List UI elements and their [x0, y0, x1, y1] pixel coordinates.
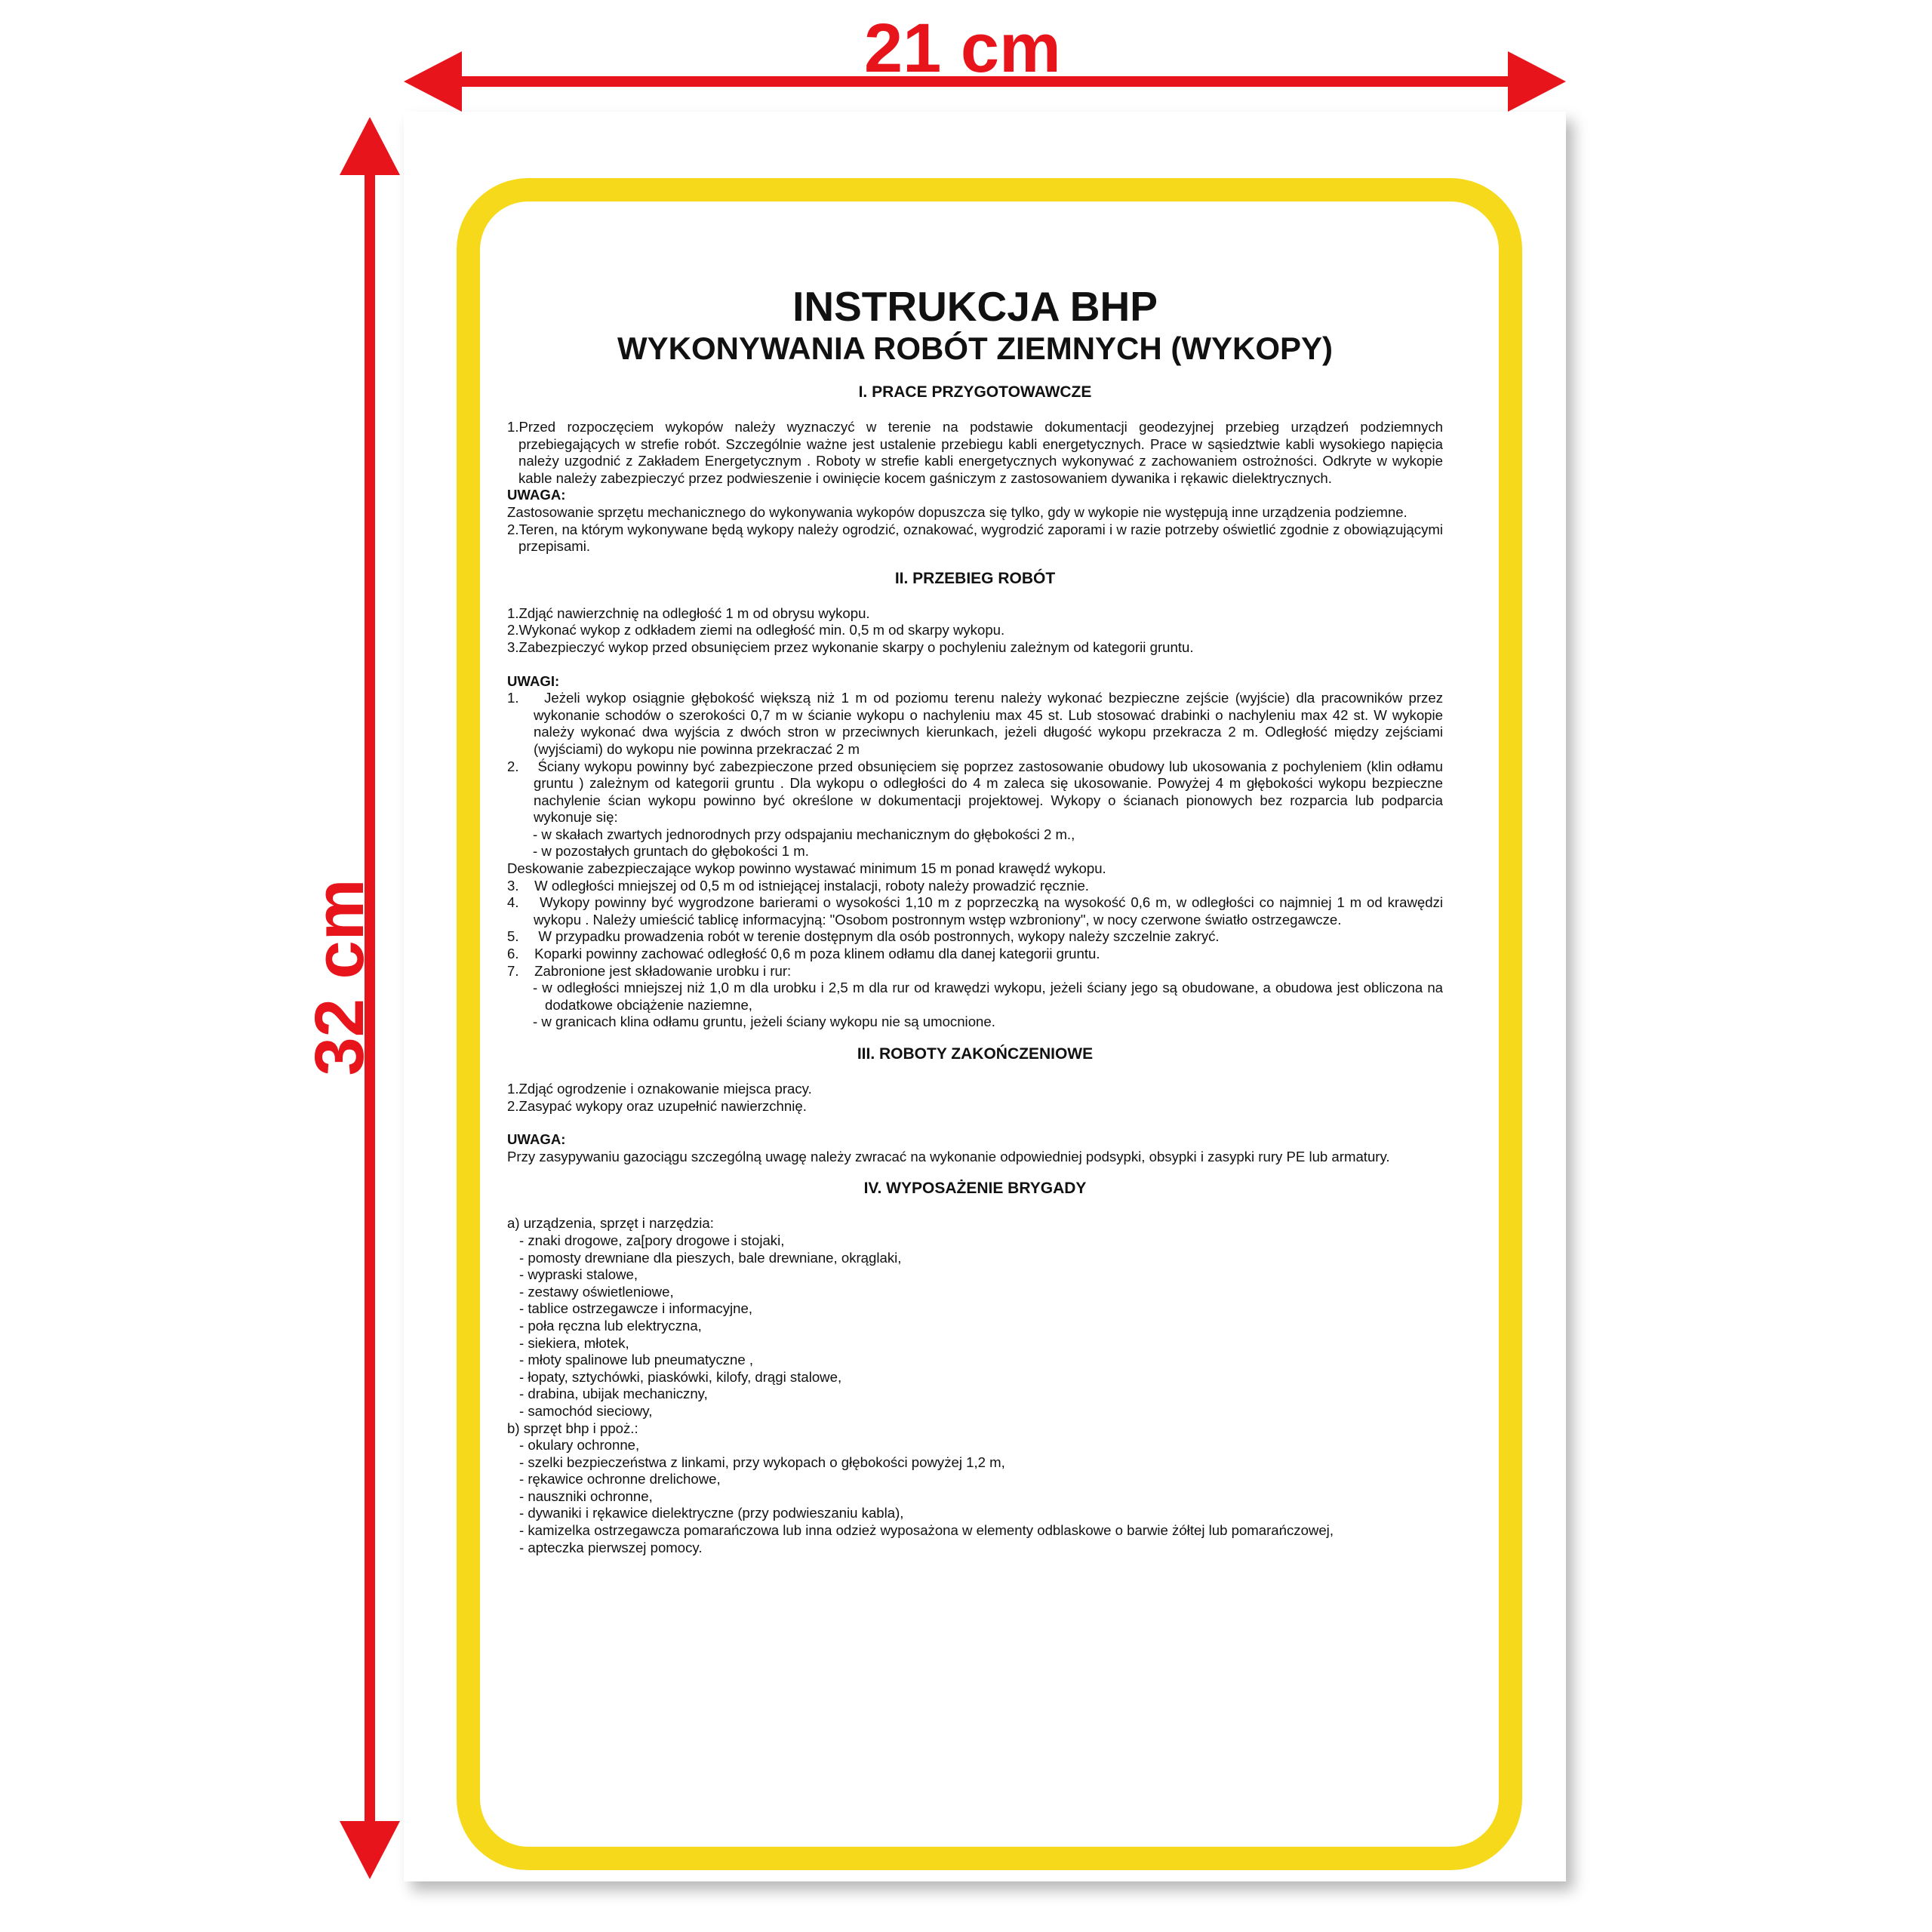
- section-heading-3: III. ROBOTY ZAKOŃCZENIOWE: [857, 1045, 1094, 1063]
- s2-item-1: 1.Zdjąć nawierzchnię na odległość 1 m od obrysu wykopu.: [507, 605, 870, 621]
- instruction-content: [507, 283, 1443, 1556]
- list-item: - okulary ochronne,: [519, 1437, 640, 1454]
- s2-note-7: 7. Zabronione jest składowanie urobku i rur:: [507, 962, 792, 979]
- s4-a-label: a) urządzenia, sprzęt i narzędzia:: [507, 1215, 714, 1232]
- list-item: - siekiera, młotek,: [519, 1334, 629, 1351]
- list-item: - młoty spalinowe lub pneumatyczne ,: [519, 1352, 754, 1368]
- width-arrow-left-head: [404, 51, 462, 112]
- section-heading-1: I. PRACE PRZYGOTOWAWCZE: [858, 383, 1092, 401]
- height-dimension-label: 32 cm: [301, 878, 378, 1076]
- s2-deskowanie: Deskowanie zabezpieczające wykop powinno wystawać minimum 15 m ponad krawędź wykopu.: [507, 860, 1106, 877]
- s1-paragraph-2: 2.Teren, na którym wykonywane będą wykopy należy ogrodzić, oznakować, wygrodzić zaporami i w razie potrzeby oświetlić zgodnie z obowiązującymi przepisami.: [507, 521, 1443, 555]
- s2-note-7-dash-2: - w granicach klina odłamu gruntu, jeżeli ściany wykopu nie są umocnione.: [533, 1014, 995, 1030]
- list-item: - rękawice ochronne drelichowe,: [519, 1471, 721, 1487]
- list-item: - wypraski stalowe,: [519, 1266, 638, 1283]
- height-arrow-bottom-head: [340, 1821, 400, 1879]
- s2-note-6: 6. Koparki powinny zachować odległość 0,6 m poza klinem odłamu dla danej kategorii gruntu.: [507, 946, 1100, 962]
- list-item: - apteczka pierwszej pomocy.: [519, 1539, 703, 1555]
- section-heading-2: II. PRZEBIEG ROBÓT: [894, 569, 1056, 587]
- list-item: - tablice ostrzegawcze i informacyjne,: [519, 1300, 752, 1317]
- s3-item-2: 2.Zasypać wykopy oraz uzupełnić nawierzchnię.: [507, 1097, 807, 1114]
- list-item: - zestawy oświetleniowe,: [519, 1283, 674, 1300]
- s2-note-2-dash-2: - w pozostałych gruntach do głębokości 1 m.: [533, 843, 809, 860]
- list-item: - samochód sieciowy,: [519, 1402, 653, 1419]
- list-item: - dywaniki i rękawice dielektryczne (przy podwieszaniu kabla),: [519, 1505, 904, 1521]
- s3-note-label: UWAGA:: [507, 1131, 566, 1148]
- doc-subtitle: WYKONYWANIA ROBÓT ZIEMNYCH (WYKOPY): [617, 331, 1334, 366]
- s1-paragraph-1: 1.Przed rozpoczęciem wykopów należy wyznaczyć w terenie na podstawie dokumentacji geodezyjnej przebieg urządzeń podziemnych przebiegających w strefie robót. Szczególnie ważne jest ustalenie przebiegu kabli energetycznych. Prace w sąsiedztwie kabli wysokiego napięcia należy uzgodnić z Zakładem Energetycznym . Roboty w strefie kabli energetycznych wykonywać z zachowaniem ostrożności. Odkryte w wykopie kable należy zabezpieczyć przez podwieszenie i owinięcie kocem gaśniczym z zastosowaniem dywanika i rękawic dielektrycznych.: [507, 419, 1443, 486]
- s2-note-7-dash-1: - w odległości mniejszej niż 1,0 m dla urobku i 2,5 m dla rur od krawędzi wykopu, jeżeli ściany jego są obudowane, a obudowa jest obliczona na dodatkowe obciążenie naziemne,: [533, 980, 1443, 1013]
- list-item: - nauszniki ochronne,: [519, 1487, 653, 1504]
- section-heading-4: IV. WYPOSAŻENIE BRYGADY: [863, 1180, 1087, 1198]
- s4-b-label: b) sprzęt bhp i ppoż.:: [507, 1420, 638, 1436]
- s2-note-2: 2. Ściany wykopu powinny być zabezpieczone przed obsunięciem się poprzez zastosowanie obudowy lub ukosowania z pochyleniem (klin odłamu gruntu ) zależnym od kategorii gruntu . Dla wykopu o odległości do 4 m zaleca się ukosowanie. Powyżej 4 m głębokości wykopu bezpieczne nachylenie ścian wykopu powinno być określone w dokumentacji projektowej. Wykopy o ścianach pionowych bez rozparcia lub podparcia wykonuje się:: [507, 758, 1443, 826]
- width-arrow-right-head: [1508, 51, 1566, 112]
- width-dimension-label: 21 cm: [864, 10, 1061, 87]
- list-item: - szelki bezpieczeństwa z linkami, przy wykopach o głębokości powyżej 1,2 m,: [519, 1454, 1005, 1470]
- list-item: - znaki drogowe, za[pory drogowe i stojaki,: [519, 1232, 785, 1248]
- s1-note: Zastosowanie sprzętu mechanicznego do wykonywania wykopów dopuszcza się tylko, gdy w wykopie nie występują inne urządzenia podziemne.: [507, 503, 1407, 520]
- sign-sheet: [404, 112, 1566, 1881]
- s2-note-4: 4. Wykopy powinny być wygrodzone barierami o wysokości 1,10 m z poprzeczką na wysokość 0,6 m, w odległości co najmniej 1 m od krawędzi wykopu . Należy umieścić tablicę informacyjną: "Osobom postronnym wstęp wzbroniony", w nocy czerwone światło ostrzegawcze.: [507, 894, 1443, 928]
- list-item: - poła ręczna lub elektryczna,: [519, 1317, 702, 1334]
- list-item: - drabina, ubijak mechaniczny,: [519, 1386, 708, 1402]
- s2-item-2: 2.Wykonać wykop z odkładem ziemi na odległość min. 0,5 m od skarpy wykopu.: [507, 622, 1005, 638]
- yellow-frame: [457, 178, 1522, 1870]
- height-arrow-top-head: [340, 117, 400, 175]
- s1-note-label: UWAGA:: [507, 487, 566, 503]
- s2-notes-label: UWAGI:: [507, 672, 560, 689]
- s2-item-3: 3.Zabezpieczyć wykop przed obsunięciem przez wykonanie skarpy o pochyleniu zależnym od kategorii gruntu.: [507, 638, 1194, 655]
- s2-note-1: 1. Jeżeli wykop osiągnie głębokość większą niż 1 m od poziomu terenu należy wykonać bezpieczne zejście (wyjście) dla pracowników przez wykonanie schodów o szerokości 0,7 m w ścianie wykopu o nachyleniu max 45 st. Lub stosować drabinki o nachyleniu max 42 st. W wykopie należy wykonać dwa wyjścia z dwóch stron w przeciwnych kierunkach, jeżeli długość wykopu przekracza 2 m. Odległość między zejściami (wyjściami) do wykopu nie powinna przekraczać 2 m: [507, 690, 1443, 757]
- list-item: - kamizelka ostrzegawcza pomarańczowa lub inna odzież wyposażona w elementy odblaskowe o barwie żółtej lub pomarańczowej,: [519, 1522, 1334, 1539]
- s2-note-3: 3. W odległości mniejszej od 0,5 m od istniejącej instalacji, roboty należy prowadzić ręcznie.: [507, 877, 1089, 894]
- s2-note-2-dash-1: - w skałach zwartych jednorodnych przy odspajaniu mechanicznym do głębokości 2 m.,: [533, 826, 1075, 842]
- s3-note: Przy zasypywaniu gazociągu szczególną uwagę należy zwracać na wykonanie odpowiedniej podsypki, obsypki i zasypki rury PE lub armatury.: [507, 1148, 1390, 1164]
- list-item: - łopaty, sztychówki, piaskówki, kilofy, drągi stalowe,: [519, 1368, 842, 1385]
- s3-item-1: 1.Zdjąć ogrodzenie i oznakowanie miejsca pracy.: [507, 1081, 812, 1097]
- doc-title: INSTRUKCJA BHP: [792, 283, 1158, 330]
- list-item: - pomosty drewniane dla pieszych, bale drewniane, okrąglaki,: [519, 1249, 902, 1266]
- s2-note-5: 5. W przypadku prowadzenia robót w terenie dostępnym dla osób postronnych, wykopy należy szczelnie zakryć.: [507, 928, 1220, 945]
